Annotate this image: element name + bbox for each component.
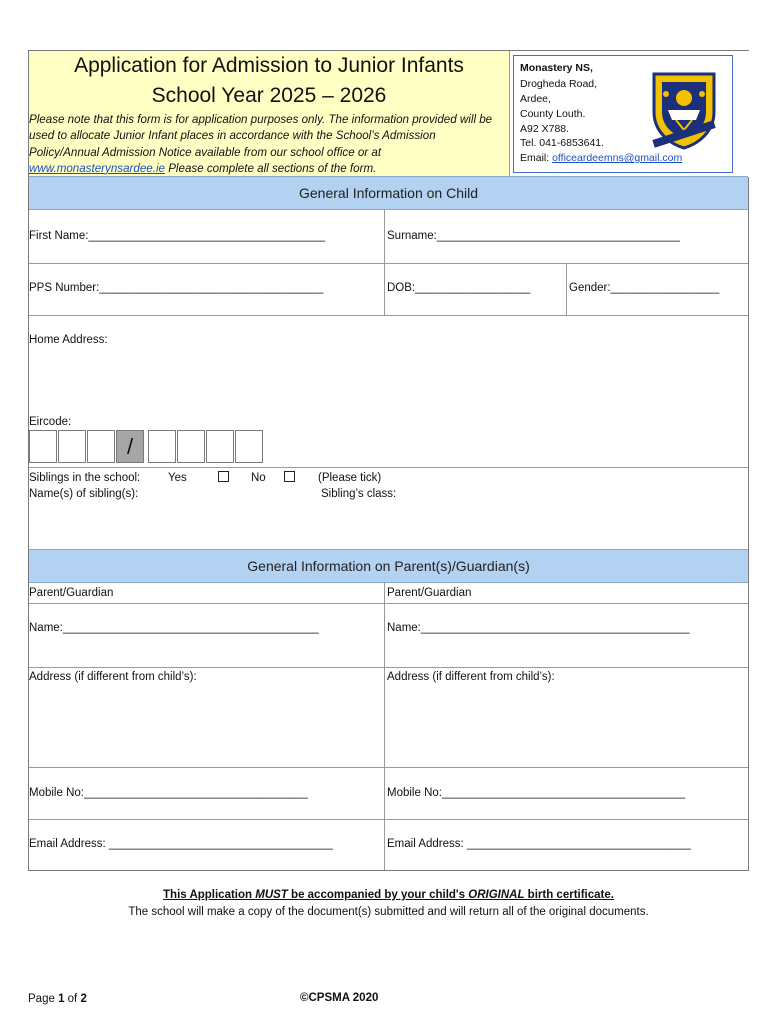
page-current: 1 bbox=[58, 993, 65, 1005]
eircode-box[interactable] bbox=[235, 430, 263, 463]
parent1-label: Parent/Guardian bbox=[29, 587, 114, 599]
section-heading-child: General Information on Child bbox=[29, 176, 748, 210]
page-total: 2 bbox=[80, 993, 87, 1005]
siblings-no-label: No bbox=[251, 472, 266, 484]
notice-emphasis: ORIGINAL bbox=[468, 889, 525, 901]
siblings-yes-label: Yes bbox=[168, 472, 187, 484]
notice-text: be accompanied by your child's bbox=[287, 889, 469, 901]
school-address-line: Drogheda Road, bbox=[520, 78, 598, 90]
parent1-name-field[interactable]: Name:________________________________________ bbox=[29, 622, 319, 634]
school-address-line: County Louth. bbox=[520, 108, 586, 120]
home-address-field[interactable]: Home Address: bbox=[29, 334, 108, 346]
parent2-name-field[interactable]: Name:__________________________________________ bbox=[387, 622, 690, 634]
form-title-line2: School Year 2025 – 2026 bbox=[151, 84, 387, 107]
school-email-link[interactable]: officeardeemns@gmail.com bbox=[552, 152, 683, 164]
row-divider bbox=[29, 819, 748, 820]
row-divider bbox=[29, 603, 748, 604]
copyright: ©CPSMA 2020 bbox=[300, 992, 379, 1004]
school-phone: Tel. 041-6853641. bbox=[520, 137, 605, 149]
sibling-names-field[interactable]: Name(s) of sibling(s): bbox=[29, 488, 139, 500]
parent2-mobile-field[interactable]: Mobile No:______________________________________ bbox=[387, 787, 686, 799]
eircode-box[interactable] bbox=[29, 430, 57, 463]
siblings-label: Siblings in the school: bbox=[29, 472, 141, 484]
notice-emphasis: MUST bbox=[255, 889, 288, 901]
note-text-1: Please note that this form is for application purposes only. The information provided will be used to allocate Junior Infant places in accordance with the School’s Admission Policy/Annual Admission Notice available from our school office or at bbox=[29, 113, 493, 159]
form-note bbox=[29, 112, 507, 177]
row-divider bbox=[29, 667, 748, 668]
form-title-line1: Application for Admission to Junior Infants bbox=[74, 54, 464, 77]
eircode-box[interactable] bbox=[206, 430, 234, 463]
row-divider bbox=[29, 263, 748, 264]
column-divider bbox=[384, 583, 385, 870]
eircode-box[interactable] bbox=[58, 430, 86, 463]
column-divider bbox=[566, 263, 567, 315]
surname-field[interactable]: Surname:______________________________________ bbox=[387, 230, 680, 242]
note-text-2: Please complete all sections of the form. bbox=[164, 161, 377, 175]
eircode-label: Eircode: bbox=[29, 416, 72, 428]
eircode-box[interactable] bbox=[148, 430, 176, 463]
section-heading-parents: General Information on Parent(s)/Guardian(s) bbox=[29, 549, 748, 583]
parent1-mobile-field[interactable]: Mobile No:___________________________________ bbox=[29, 787, 308, 799]
please-tick-note: (Please tick) bbox=[318, 472, 382, 484]
notice-text: This Application bbox=[163, 889, 256, 901]
row-divider bbox=[29, 767, 748, 768]
siblings-no-checkbox[interactable] bbox=[284, 471, 295, 482]
copy-notice: The school will make a copy of the document(s) submitted and will return all of the original documents. bbox=[128, 906, 649, 918]
parent2-email-field[interactable]: Email Address: ___________________________________ bbox=[387, 838, 691, 850]
eircode-box[interactable] bbox=[87, 430, 115, 463]
row-divider bbox=[29, 467, 748, 468]
sibling-class-field[interactable]: Sibling’s class: bbox=[321, 488, 397, 500]
school-website-link[interactable]: www.monasterynsardee.ie bbox=[29, 161, 165, 175]
gender-field[interactable]: Gender:_________________ bbox=[569, 282, 720, 294]
siblings-yes-checkbox[interactable] bbox=[218, 471, 229, 482]
parent1-email-field[interactable]: Email Address: ___________________________________ bbox=[29, 838, 333, 850]
parent2-label: Parent/Guardian bbox=[387, 587, 472, 599]
notice-text: birth certificate. bbox=[524, 889, 614, 901]
page-of: of bbox=[64, 993, 81, 1005]
eircode-separator: / bbox=[116, 430, 144, 463]
school-address-line: Ardee, bbox=[520, 93, 551, 105]
school-name: Monastery NS, bbox=[520, 62, 593, 74]
birth-cert-notice bbox=[29, 889, 748, 901]
parent2-address-field[interactable]: Address (if different from child’s): bbox=[387, 671, 555, 683]
parent1-address-field[interactable]: Address (if different from child’s): bbox=[29, 671, 197, 683]
eircode-box[interactable] bbox=[177, 430, 205, 463]
school-crest-logo bbox=[648, 70, 720, 150]
row-divider bbox=[29, 315, 748, 316]
first-name-field[interactable]: First Name:_____________________________________ bbox=[29, 230, 326, 242]
page-number bbox=[28, 993, 87, 1005]
page-prefix: Page bbox=[28, 993, 59, 1005]
school-address-line: A92 X788. bbox=[520, 123, 570, 135]
email-label: Email: bbox=[520, 152, 553, 164]
dob-field[interactable]: DOB:__________________ bbox=[387, 282, 531, 294]
school-email bbox=[520, 152, 682, 164]
column-divider bbox=[384, 210, 385, 315]
pps-number-field[interactable]: PPS Number:___________________________________ bbox=[29, 282, 324, 294]
